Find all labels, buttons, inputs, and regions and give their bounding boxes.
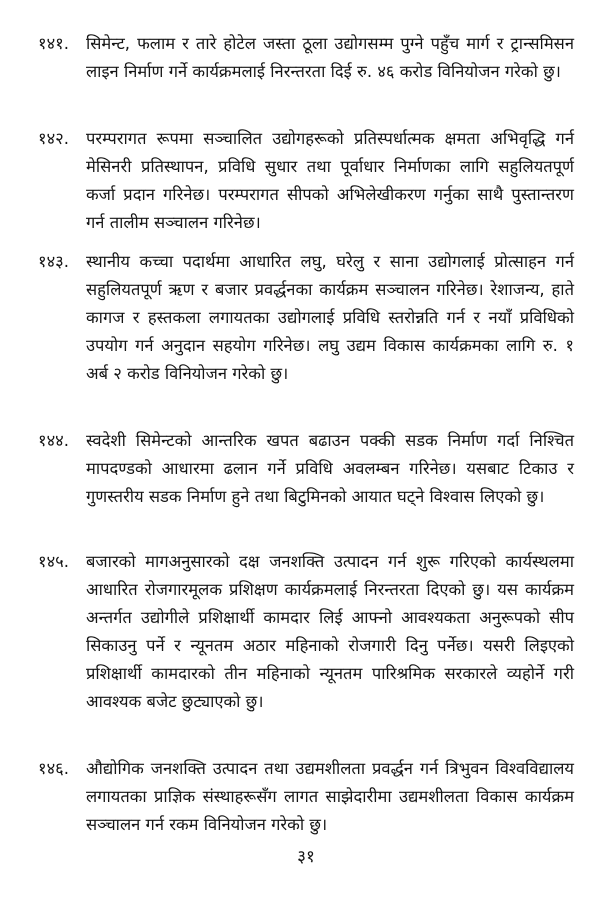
paragraph-145 (38, 548, 574, 716)
page-number: ३१ (297, 847, 315, 867)
paragraph-141 (38, 30, 574, 86)
paragraph-number: १४६. (38, 759, 69, 778)
paragraph-142 (38, 125, 574, 237)
paragraph-text: स्वदेशी सिमेन्टको आन्तरिक खपत बढाउन पक्की सडक निर्माण गर्दा निश्चित मापदण्डको आधारमा ढलान गर्ने प्रविधि अवलम्बन गरिनेछ। यसबाट टिकाउ र गुणस्तरीय सडक निर्माण हुने तथा बिटुमिनको आयात घट्ने विश्वास लिएको छु। (86, 431, 574, 506)
paragraph-146 (38, 755, 574, 839)
paragraph-number: १४३. (38, 252, 69, 271)
paragraph-text: परम्परागत रूपमा सञ्चालित उद्योगहरूको प्रतिस्पर्धात्मक क्षमता अभिवृद्धि गर्न मेसिनरी प्रतिस्थापन, प्रविधि सुधार तथा पूर्वाधार निर्माणका लागि सहुलियतपूर्ण कर्जा प्रदान गरिनेछ। परम्परागत सीपको अभिलेखीकरण गर्नुका साथै पुस्तान्तरण गर्न तालीम सञ्चालन गरिनेछ। (86, 129, 574, 232)
paragraph-number: १४४. (38, 431, 69, 450)
paragraph-text: सिमेन्ट, फलाम र तारे होटेल जस्ता ठूला उद्योगसम्म पुग्ने पहुँच मार्ग र ट्रान्समिसन लाइन निर्माण गर्ने कार्यक्रमलाई निरन्तरता दिई रु. ४६ करोड विनियोजन गरेको छु। (86, 34, 574, 81)
paragraph-text: स्थानीय कच्चा पदार्थमा आधारित लघु, घरेलु र साना उद्योगलाई प्रोत्साहन गर्न सहुलियतपूर्ण ऋण र बजार प्रवर्द्धनका कार्यक्रम सञ्चालन गरिनेछ। रेशाजन्य, हाते कागज र हस्तकला लगायतका उद्योगलाई प्रविधि स्तरोन्नति गर्न र नयाँ प्रविधिको उपयोग गर्न अनुदान सहयोग गरिनेछ। लघु उद्यम विकास कार्यक्रमका लागि रु. १ अर्ब २ करोड विनियोजन गरेको छु। (86, 252, 574, 383)
paragraph-144 (38, 427, 574, 511)
paragraph-text: औद्योगिक जनशक्ति उत्पादन तथा उद्यमशीलता प्रवर्द्धन गर्न त्रिभुवन विश्वविद्यालय लगायतका प्राज्ञिक संस्थाहरूसँग लागत साझेदारीमा उद्यमशीलता विकास कार्यक्रम सञ्चालन गर्न रकम विनियोजन गरेको छु। (86, 759, 574, 834)
paragraph-text: बजारको मागअनुसारको दक्ष जनशक्ति उत्पादन गर्न शुरू गरिएको कार्यस्थलमा आधारित रोजगारमूलक प्रशिक्षण कार्यक्रमलाई निरन्तरता दिएको छु। यस कार्यक्रम अन्तर्गत उद्योगीले प्रशिक्षार्थी कामदार लिई आफ्नो आवश्यकता अनुरूपको सीप सिकाउनु पर्ने र न्यूनतम अठार महिनाको रोजगारी दिनु पर्नेछ। यसरी लिइएको प्रशिक्षार्थी कामदारको तीन महिनाको न्यूनतम पारिश्रमिक सरकारले व्यहोर्ने गरी आवश्यक बजेट छुट्याएको छु। (86, 552, 574, 711)
paragraph-number: १४५. (38, 552, 69, 571)
paragraph-143 (38, 248, 574, 388)
paragraph-number: १४२. (38, 129, 69, 148)
paragraph-number: १४१. (38, 34, 69, 53)
